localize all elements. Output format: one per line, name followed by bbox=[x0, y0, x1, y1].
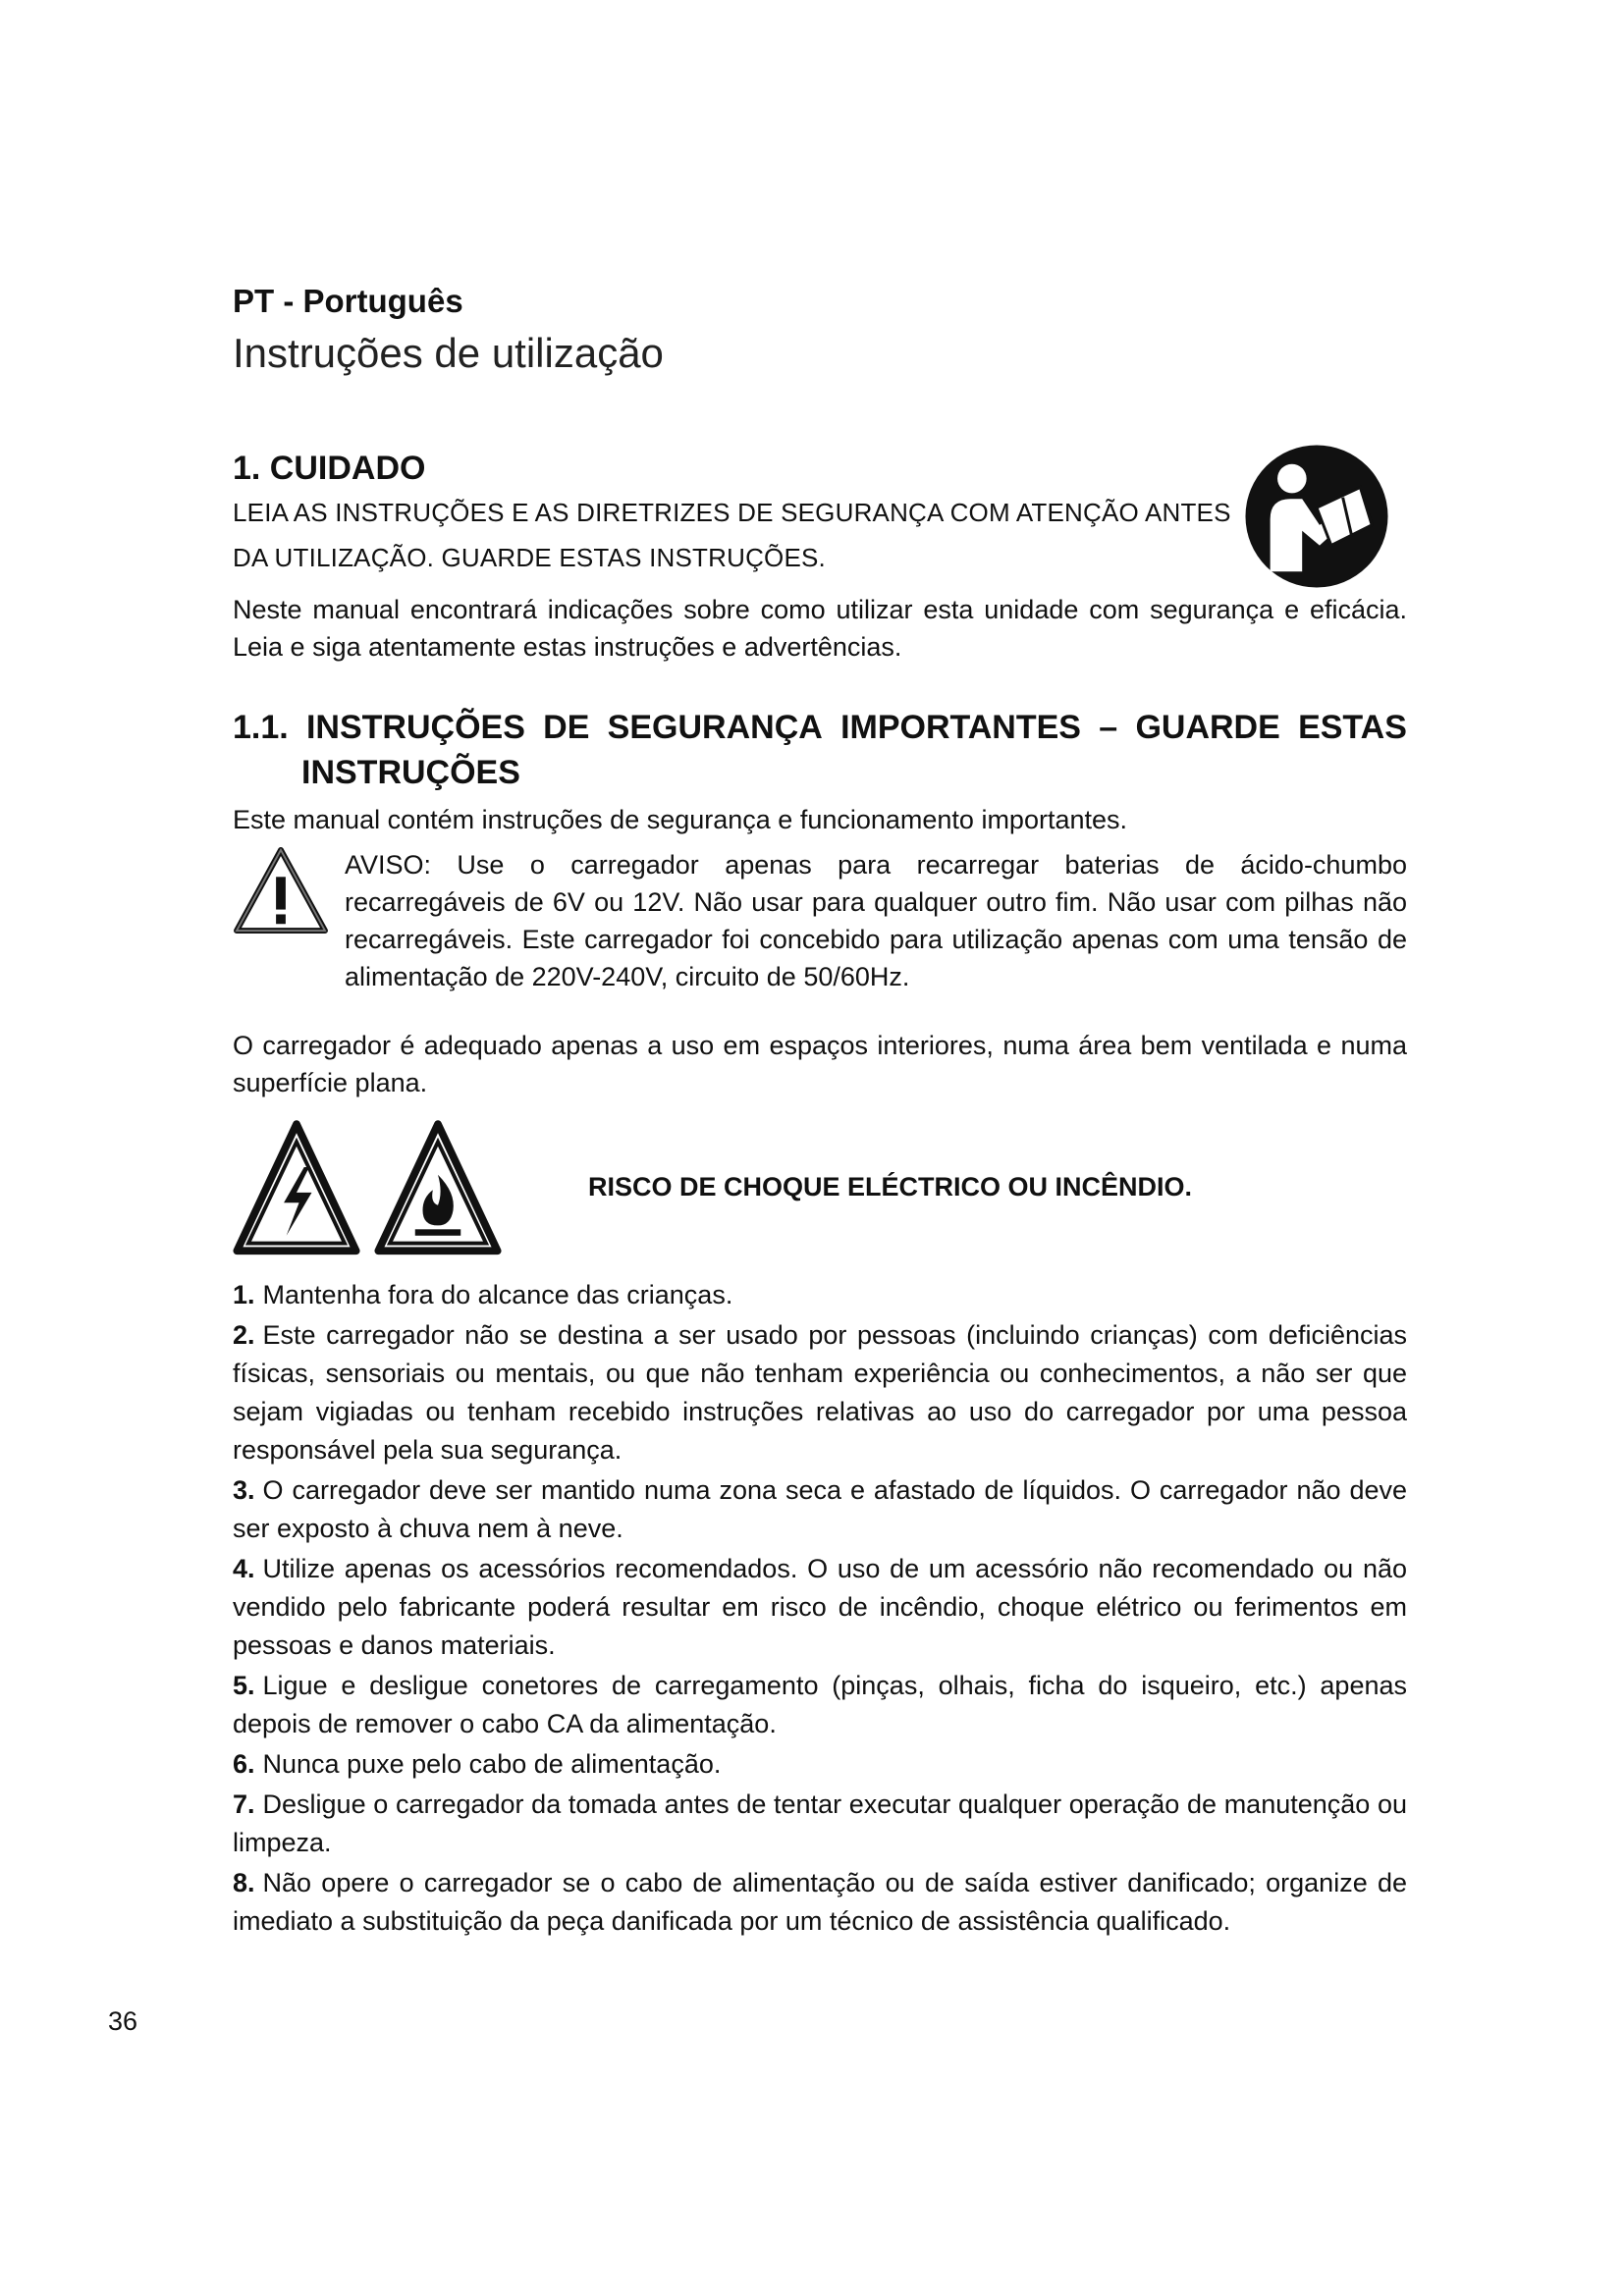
indoor-use-paragraph: O carregador é adequado apenas a uso em espaços interiores, numa área bem ventilada e numa superfície plana. bbox=[233, 1031, 1407, 1097]
list-number: 3. bbox=[233, 1475, 255, 1505]
fire-icon bbox=[374, 1119, 502, 1258]
list-number: 8. bbox=[233, 1868, 255, 1897]
list-number: 4. bbox=[233, 1554, 255, 1583]
heading-word: INSTRUÇÕES bbox=[305, 709, 525, 746]
list-text: Desligue o carregador da tomada antes de tentar executar qualquer operação de manutenção ou limpeza. bbox=[233, 1789, 1407, 1857]
heading-word: SEGURANÇA bbox=[607, 709, 823, 746]
list-item bbox=[233, 1550, 1407, 1665]
list-text: Mantenha fora do alcance das crianças. bbox=[262, 1280, 733, 1309]
list-item bbox=[233, 1471, 1407, 1548]
list-item bbox=[233, 1786, 1407, 1862]
list-number: 2. bbox=[233, 1320, 255, 1350]
warning-text: AVISO: Use o carregador apenas para recarregar baterias de ácido-chumbo recarregáveis de 6V ou 12V. Não usar para qualquer outro fim. Não usar com pilhas não recarregáveis. Este carregador foi concebido para utilização apenas com uma tensão de alimentação de 220V-240V, circuito de 50/60Hz. bbox=[345, 850, 1407, 991]
section-heading-safety bbox=[233, 705, 1407, 795]
document-title: Instruções de utilização bbox=[233, 330, 664, 376]
intro-paragraph: Neste manual encontrará indicações sobre como utilizar esta unidade com segurança e eficácia. Leia e siga atentamente estas instruções e advertências. bbox=[233, 595, 1407, 662]
caution-line-1: LEIA AS INSTRUÇÕES E AS DIRETRIZES DE SEGURANÇA COM ATENÇÃO ANTES bbox=[233, 498, 1231, 527]
list-text: Utilize apenas os acessórios recomendados. O uso de um acessório não recomendado ou não vendido pelo fabricante poderá resultar em risco de incêndio, choque elétrico ou ferimentos em pessoas e danos materiais. bbox=[233, 1554, 1407, 1660]
list-item bbox=[233, 1745, 1407, 1784]
language-label: PT - Português bbox=[233, 283, 463, 319]
list-text: Este carregador não se destina a ser usado por pessoas (incluindo crianças) com deficiências físicas, sensoriais ou mentais, ou que não tenham experiência ou conhecimentos, a não ser que sejam vigiadas ou tenham recebido instruções relativas ao uso do carregador por uma pessoa responsável pela sua segurança. bbox=[233, 1320, 1407, 1465]
section-number: 1.1. bbox=[233, 709, 289, 746]
list-text: O carregador deve ser mantido numa zona seca e afastado de líquidos. O carregador não deve ser exposto à chuva nem à neve. bbox=[233, 1475, 1407, 1543]
page-number: 36 bbox=[108, 2006, 138, 2036]
electric-shock-icon bbox=[233, 1119, 360, 1258]
list-number: 6. bbox=[233, 1749, 255, 1779]
read-manual-icon bbox=[1244, 444, 1389, 589]
heading-word: ESTAS bbox=[1298, 709, 1407, 746]
list-item bbox=[233, 1864, 1407, 1941]
list-item bbox=[233, 1316, 1407, 1469]
list-text: Nunca puxe pelo cabo de alimentação. bbox=[262, 1749, 722, 1779]
list-item bbox=[233, 1276, 1407, 1314]
safety-list bbox=[233, 1276, 1407, 1943]
list-number: 7. bbox=[233, 1789, 255, 1819]
warning-icon bbox=[233, 846, 329, 934]
caution-line-2: DA UTILIZAÇÃO. GUARDE ESTAS INSTRUÇÕES. bbox=[233, 543, 826, 572]
section-heading-cuidado: 1. CUIDADO bbox=[233, 450, 426, 487]
heading-word: GUARDE bbox=[1135, 709, 1280, 746]
list-item bbox=[233, 1667, 1407, 1743]
manual-note: Este manual contém instruções de segurança e funcionamento importantes. bbox=[233, 805, 1128, 834]
heading-word: IMPORTANTES bbox=[840, 709, 1081, 746]
heading-word: DE bbox=[543, 709, 590, 746]
list-number: 1. bbox=[233, 1280, 255, 1309]
heading-word: – bbox=[1099, 709, 1118, 746]
list-number: 5. bbox=[233, 1671, 255, 1700]
list-text: Ligue e desligue conetores de carregamento (pinças, olhais, ficha do isqueiro, etc.) apenas depois de remover o cabo CA da alimentação. bbox=[233, 1671, 1407, 1738]
list-text: Não opere o carregador se o cabo de alimentação ou de saída estiver danificado; organize de imediato a substituição da peça danificada por um técnico de assistência qualificado. bbox=[233, 1868, 1407, 1936]
risk-label: RISCO DE CHOQUE ELÉCTRICO OU INCÊNDIO. bbox=[588, 1172, 1193, 1201]
heading-line-2: INSTRUÇÕES bbox=[301, 754, 520, 791]
